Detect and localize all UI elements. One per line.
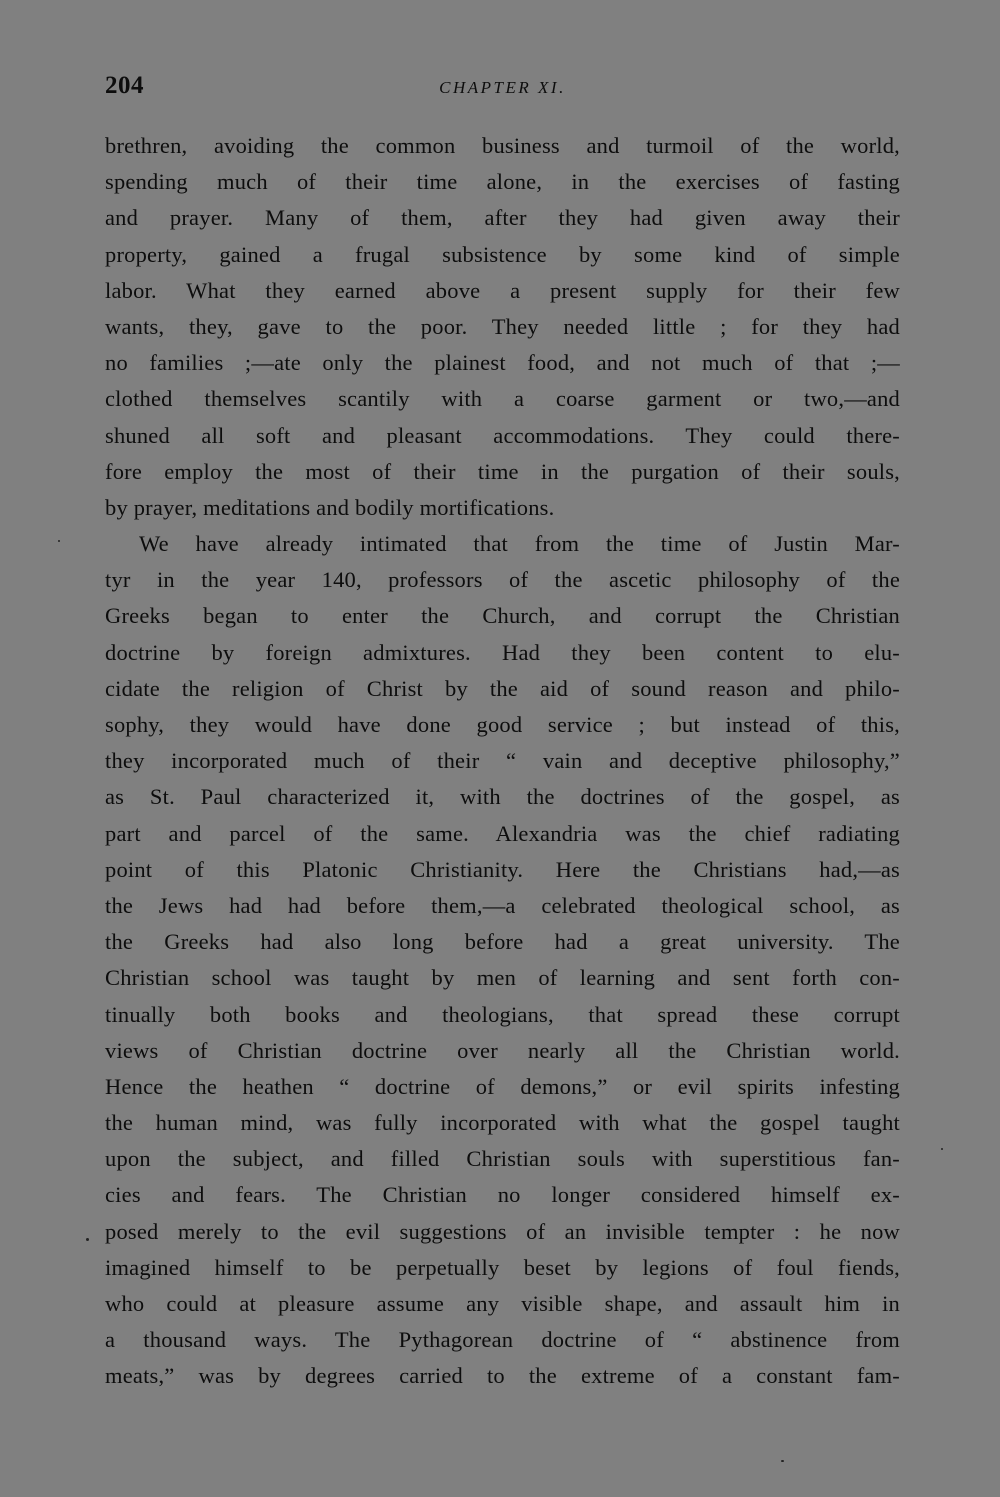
chapter-title: CHAPTER XI. [439,78,566,97]
text-line: a thousand ways. The Pythagorean doctrine of “ abstinence from [105,1327,900,1353]
scan-speck [86,1238,89,1241]
text-line: Christian school was taught by men of learning and sent forth con- [105,965,900,991]
text-line: no families ;—ate only the plainest food, and not much of that ;— [105,350,900,376]
text-line: cidate the religion of Christ by the aid of sound reason and philo- [105,675,900,701]
text-line: the Jews had had before them,—a celebrated theological school, as [105,892,900,918]
scan-speck [58,540,60,542]
text-line: Hence the heathen “ doctrine of demons,” or evil spirits infesting [105,1073,900,1099]
running-head [105,72,900,106]
text-line: meats,” was by degrees carried to the extreme of a constant fam- [105,1363,900,1389]
text-line: spending much of their time alone, in the exercises of fasting [105,169,900,195]
text-line: imagined himself to be perpetually beset by legions of foul fiends, [105,1254,900,1280]
text-line: who could at pleasure assume any visible shape, and assault him in [105,1291,900,1316]
text-line: tyr in the year 140, professors of the ascetic philosophy of the [105,567,900,593]
text-line: the Greeks had also long before had a great university. The [105,929,900,955]
text-line: they incorporated much of their “ vain and deceptive philosophy,” [105,748,900,774]
text-line: fore employ the most of their time in the purgation of their souls, [105,458,900,484]
text-line: views of Christian doctrine over nearly all the Christian world. [105,1037,900,1063]
text-line: as St. Paul characterized it, with the doctrines of the gospel, as [105,784,900,810]
text-line: shuned all soft and pleasant accommodations. They could there- [105,422,900,448]
text-line: point of this Platonic Christianity. Here the Christians had,—as [105,856,900,882]
paragraph-first-line: We have already intimated that from the time of Justin Mar- [139,531,900,557]
text-line: clothed themselves scantily with a coarse garment or two,—and [105,386,900,412]
text-line: Greeks began to enter the Church, and corrupt the Christian [105,603,900,629]
text-line: property, gained a frugal subsistence by some kind of simple [105,241,900,267]
text-line: the human mind, was fully incorporated with what the gospel taught [105,1110,900,1136]
text-line: and prayer. Many of them, after they had given away their [105,205,900,231]
text-line: doctrine by foreign admixtures. Had they been content to elu- [105,639,900,665]
scan-speck [941,1148,943,1150]
paragraph-last-line: by prayer, meditations and bodily mortifications. [105,494,555,520]
text-line: part and parcel of the same. Alexandria was the chief radiating [105,820,900,846]
text-line: sophy, they would have done good service ; but instead of this, [105,712,900,737]
page-number: 204 [105,72,144,99]
scan-speck [781,1460,784,1462]
text-line: tinually both books and theologians, that spread these corrupt [105,1001,900,1027]
text-line: brethren, avoiding the common business and turmoil of the world, [105,133,900,158]
body-text [105,128,900,1395]
text-line: posed merely to the evil suggestions of an invisible tempter : he now [105,1218,900,1244]
text-line: wants, they, gave to the poor. They needed little ; for they had [105,313,900,339]
text-line: labor. What they earned above a present supply for their few [105,277,900,303]
text-line: cies and fears. The Christian no longer considered himself ex- [105,1182,900,1208]
text-line: upon the subject, and filled Christian souls with superstitious fan- [105,1146,900,1172]
